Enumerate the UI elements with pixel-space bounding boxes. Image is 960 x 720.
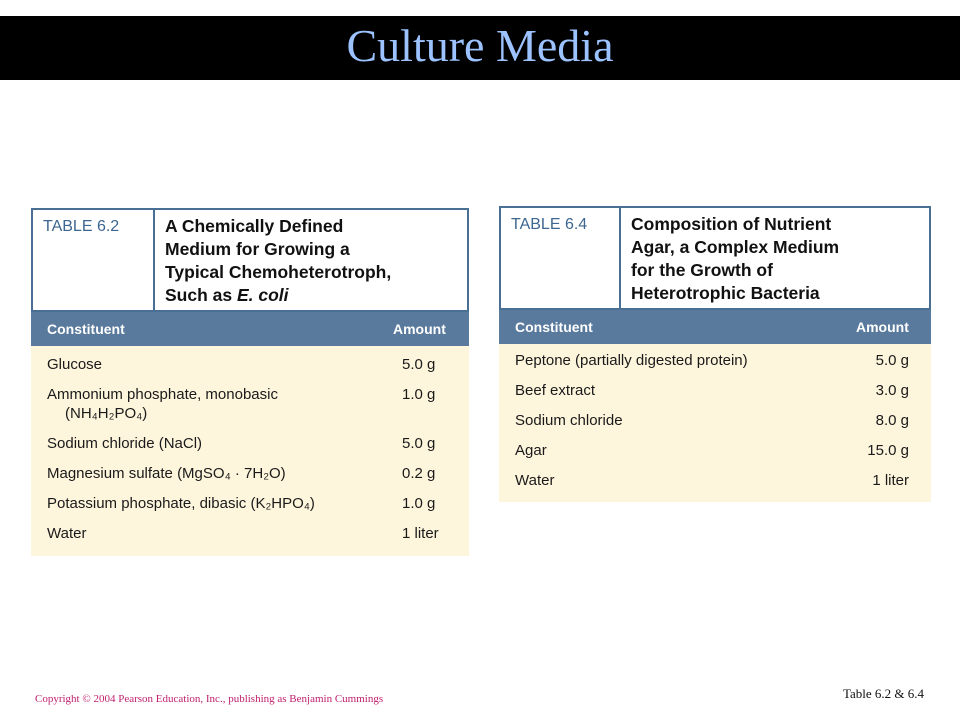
caption-line: for the Growth of [631,260,773,280]
caption-line: Composition of Nutrient [631,214,832,234]
constituent-amount: 1 liter [402,525,439,542]
caption-line: A Chemically Defined [165,216,344,236]
constituent-amount: 5.0 g [402,356,436,373]
constituent-name: Sodium chloride [515,412,623,429]
caption-organism: E. coli [236,285,289,305]
table-6-2-number: TABLE 6.2 [33,210,155,310]
constituent-amount: 5.0 g [402,435,436,452]
constituent-name: Agar [515,442,547,459]
table-6-2-column-header [31,312,469,346]
constituent-name: Water [515,472,555,489]
slide-title: Culture Media [346,20,614,71]
constituent-name: Beef extract [515,382,596,399]
table-reference: Table 6.2 & 6.4 [842,686,924,701]
constituent-amount: 1.0 g [402,386,436,403]
constituent-name: Water [47,525,87,542]
column-amount: Amount [393,321,446,337]
constituent-amount: 3.0 g [875,382,909,399]
table-6-2-caption [155,210,467,310]
constituent-amount: 5.0 g [875,352,909,369]
constituent-name: Peptone (partially digested protein) [515,352,748,369]
table-6-4-number: TABLE 6.4 [501,208,621,308]
constituent-formula: (NH₄H₂PO₄) [65,405,148,422]
caption-line: Medium for Growing a [165,239,350,259]
title-bar [0,16,960,80]
caption-line: Typical Chemoheterotroph, [165,262,392,282]
caption-prefix: Such as [165,285,237,305]
column-constituent: Constituent [515,319,593,335]
constituent-amount: 1.0 g [402,495,436,512]
column-amount: Amount [856,319,909,335]
table-6-4 [499,206,931,502]
table-6-4-column-header [499,310,931,344]
constituent-name: Potassium phosphate, dibasic (K₂HPO₄) [47,495,315,512]
caption-line: Heterotrophic Bacteria [631,283,820,303]
constituent-name: Glucose [47,356,103,373]
table-6-4-header [499,206,931,310]
table-6-4-caption [621,208,929,308]
constituent-amount: 1 liter [872,472,909,489]
table-6-2 [31,208,469,556]
constituent-name: Ammonium phosphate, monobasic [47,386,278,403]
column-constituent: Constituent [47,321,125,337]
constituent-name: Magnesium sulfate (MgSO₄ · 7H₂O) [47,465,286,482]
constituent-amount: 15.0 g [867,442,909,459]
constituent-amount: 0.2 g [402,465,436,482]
constituent-name: Sodium chloride (NaCl) [47,435,203,452]
table-6-2-header [31,208,469,312]
copyright-notice: Copyright © 2004 Pearson Education, Inc., publishing as Benjamin Cummings [35,693,384,705]
caption-line: Agar, a Complex Medium [631,237,840,257]
constituent-amount: 8.0 g [875,412,909,429]
caption-line [165,284,467,307]
